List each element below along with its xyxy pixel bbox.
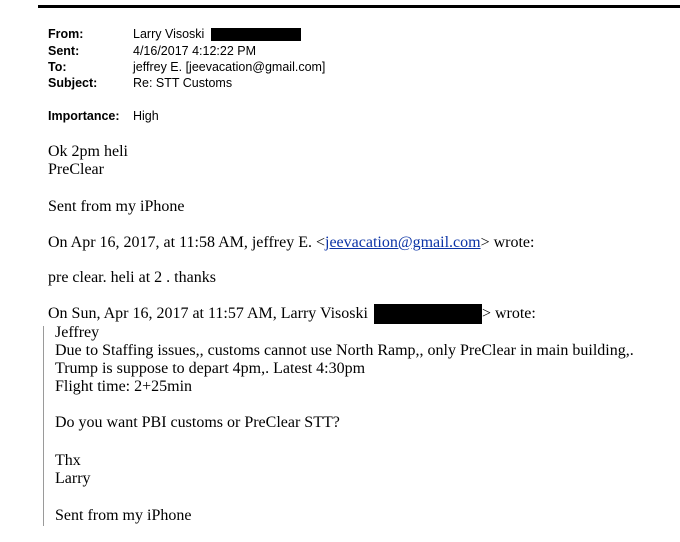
quote-bar — [43, 326, 44, 526]
orig-prefix: On Sun, Apr 16, 2017 at 11:57 AM, Larry Visoski — [48, 305, 368, 322]
reply-prefix: On Apr 16, 2017, at 11:58 AM, jeffrey E. < — [48, 234, 325, 251]
redaction-box — [211, 28, 301, 41]
quoted-line-2: Trump is suppose to depart 4pm,. Latest 4:30pm — [55, 360, 366, 377]
reply-text: pre clear. heli at 2 . thanks — [48, 269, 216, 286]
orig-suffix: > wrote: — [481, 305, 536, 322]
quoted-line-3: Flight time: 2+25min — [55, 378, 193, 395]
from-name: Larry Visoski — [133, 27, 205, 41]
subject-value: Re: STT Customs — [133, 76, 233, 90]
redaction-box — [374, 304, 482, 324]
quoted-name: Larry — [55, 470, 91, 487]
importance-label: Importance: — [48, 109, 120, 123]
body-line-1: Ok 2pm heli — [48, 143, 128, 160]
signature-1: Sent from my iPhone — [48, 198, 185, 215]
to-value: jeffrey E. [jeevacation@gmail.com] — [133, 60, 326, 74]
subject-label: Subject: — [48, 76, 98, 90]
original-header — [48, 305, 536, 324]
sent-value: 4/16/2017 4:12:22 PM — [133, 44, 257, 58]
reply-email-link[interactable]: jeevacation@gmail.com — [325, 234, 481, 251]
quoted-thx: Thx — [55, 452, 81, 469]
from-value — [133, 27, 301, 42]
to-label: To: — [48, 60, 67, 74]
sent-label: Sent: — [48, 44, 80, 58]
from-label: From: — [48, 27, 84, 41]
top-rule — [38, 5, 680, 8]
quoted-signature: Sent from my iPhone — [55, 507, 192, 524]
reply-suffix: > wrote: — [480, 234, 535, 251]
quoted-greeting: Jeffrey — [55, 324, 100, 341]
importance-value: High — [133, 109, 159, 123]
quoted-line-1: Due to Staffing issues,, customs cannot use North Ramp,, only PreClear in main building,. — [55, 342, 634, 359]
body-line-2: PreClear — [48, 161, 104, 178]
quoted-question: Do you want PBI customs or PreClear STT? — [55, 414, 340, 431]
reply-header — [48, 234, 534, 252]
